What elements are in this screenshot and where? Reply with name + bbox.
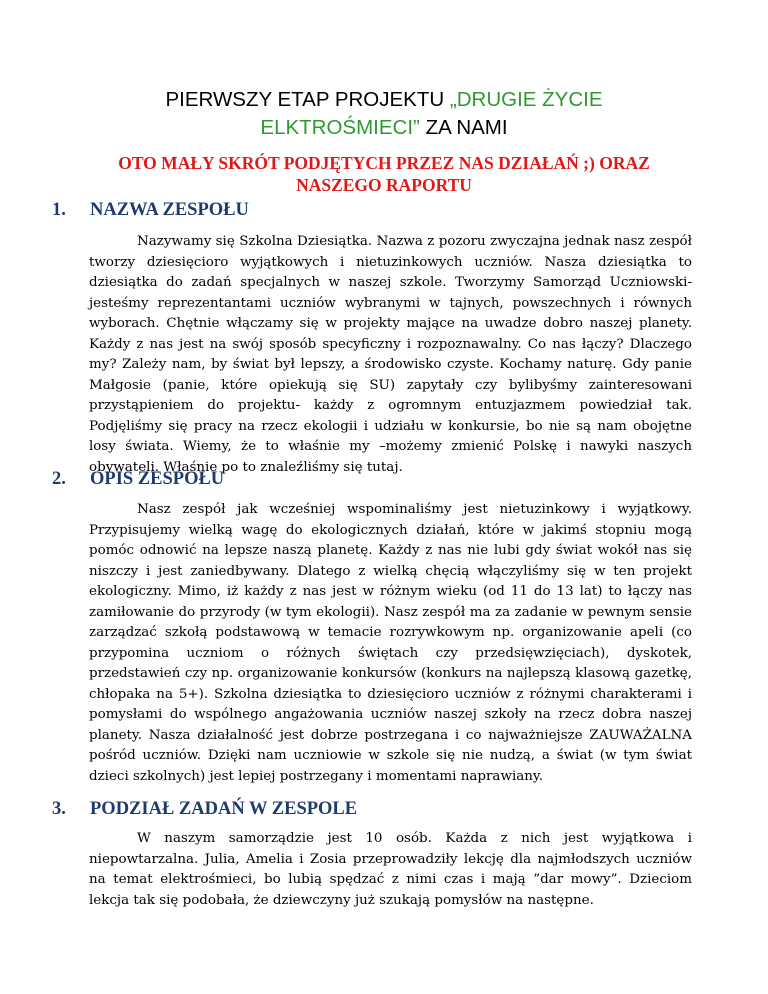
section-body-1: Nazywamy się Szkolna Dziesiątka. Nazwa z pozoru zwyczajna jednak nasz zespół tworzy dziesięcioro wyjątkowych i nietuzinkowych uczniów. Nasza dziesiątka to dziesiątka do zadań specjalnych w naszej szkole. Tworzymy Samorząd Uczniowski- jesteśmy reprezentantami uczniów wybranymi w tajnych, powszechnych i równych wyborach. Chętnie włączamy się w projekty mające na uwadze dobro naszej planety. Każdy z nas jest na swój sposób specyficzny i rozpoznawalny. Co nas łączy? Dlaczego my? Zależy nam, by świat był lepszy, a środowisko czyste. Kochamy naturę. Gdy panie Małgosie (panie, które opiekują się SU) zapytały czy bylibyśmy zainteresowani przystąpieniem do projektu- każdy z ogromnym entuzjazmem powiedział tak. Podjęliśmy się pracy na rzecz ekologii i udziału w konkursie, bo nie są nam obojętne losy świata. Wiemy, że to właśnie my –możemy zmienić Polskę i nawyki naszych obywateli. Właśnie po to znaleźliśmy się tutaj. (89, 234, 692, 475)
section-heading-1 (52, 200, 249, 221)
section-number-1: 1. (52, 200, 66, 220)
section-body-2: Nasz zespół jak wcześniej wspominaliśmy jest nietuzinkowy i wyjątkowy. Przypisujemy wielką wagę do ekologicznych działań, które w jakimś stopniu mogą pomóc odnowić na lepsze naszą planetę. Każdy z nas nie lubi gdy świat wokół nas się niszczy i jest zaniedbywany. Dlatego z wielką chęcią włączyliśmy się w ten projekt ekologiczny. Mimo, iż każdy z nas jest w różnym wieku (od 11 do 13 lat) to łączy nas zamiłowanie do przyrody (w tym ekologii). Nasz zespół ma za zadanie w pewnym sensie zarządzać szkołą podstawową w temacie rozrywkowym np. organizowanie apeli (co przypomina uczniom o różnych świętach czy przedsięwzięciach), dyskotek, przedstawień czy np. organizowanie konkursów (konkurs na najlepszą klasową gazetkę, chłopaka na 5+). Szkolna dziesiątka to dziesięcioro uczniów z różnymi charakterami i pomysłami do wspólnego angażowania uczniów naszej szkoły na rzecz dobra naszej planety. Nasza działalność jest dobrze postrzegana i co najważniejsze ZAUWAŻALNA pośród uczniów. Dzięki nam uczniowie w szkole się nie nudzą, a świat (w tym świat dzieci szkolnych) jest lepiej postrzegany i momentami naprawiany. (89, 502, 692, 784)
section-heading-2 (52, 469, 224, 490)
section-title-1: NAZWA ZESPOŁU (90, 200, 249, 220)
page-subtitle: OTO MAŁY SKRÓT PODJĘTYCH PRZEZ NAS DZIAŁAŃ ;) ORAZ NASZEGO RAPORTU (118, 153, 650, 195)
section-number-3: 3. (52, 799, 66, 819)
title-project-name: „DRUGIE ŻYCIE ELKTROŚMIECI” (260, 88, 603, 139)
section-number-2: 2. (52, 469, 66, 489)
section-body-3: W naszym samorządzie jest 10 osób. Każda z nich jest wyjątkowa i niepowtarzalna. Julia, Amelia i Zosia przeprowadziły lekcję dla najmłodszych uczniów na temat elektrośmieci, bo lubią spędzać z nimi czas i mają ”dar mowy”. Dzieciom lekcja tak się podobała, że dziewczyny już szukają pomysłów na następne. (89, 831, 692, 908)
page-title (90, 86, 678, 142)
section-title-3: PODZIAŁ ZADAŃ W ZESPOLE (90, 799, 358, 819)
section-title-2: OPIS ZESPOŁU (90, 469, 225, 489)
section-heading-3 (52, 799, 357, 820)
title-part-1: PIERWSZY ETAP PROJEKTU (165, 88, 450, 111)
title-part-3: ZA NAMI (419, 116, 508, 139)
